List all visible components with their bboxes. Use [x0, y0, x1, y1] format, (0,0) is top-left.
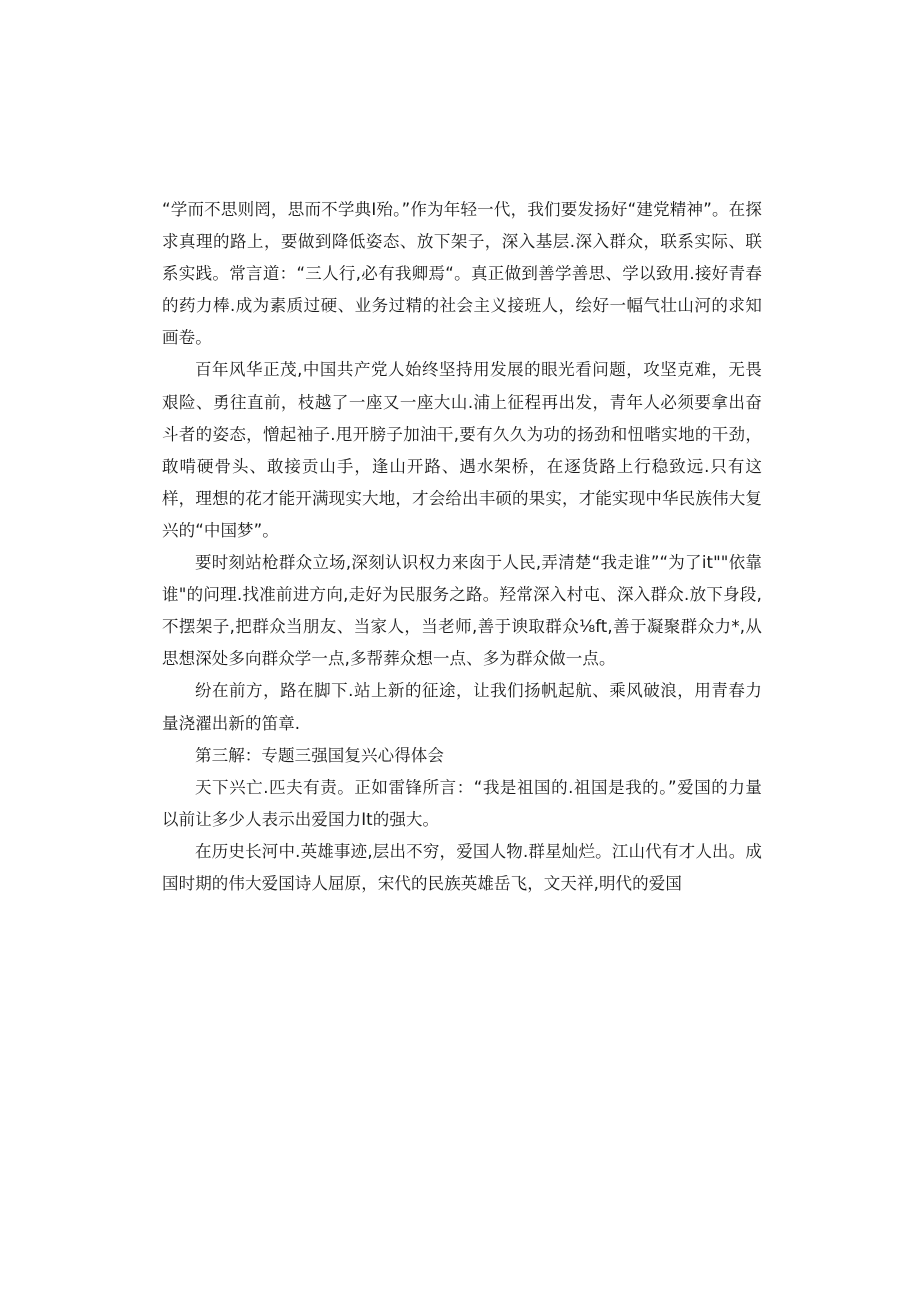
paragraph: 纷在前方，路在脚下.站上新的征途，让我们扬帆起航、乘风破浪，用青春力量浇濯出新的笛章.: [162, 681, 762, 733]
body-text: [162, 194, 762, 900]
paragraph: 在历史长河中.英雄事迹,层出不穷，爱国人物.群星灿烂。江山代有才人出。成国时期的伟大爱国诗人屈原，宋代的民族英雄岳飞，文天祥,明代的爱国: [162, 841, 762, 893]
paragraph: “学而不思则罔，思而不学典I殆。”作为年轻一代，我们要发扬好“建党精神”。在探求真理的路上，要做到降低姿态、放下架子，深入基层.深入群众，联系实际、联系实践。常言道：“三人行,必有我卿焉“。真正做到善学善思、学以致用.接好青春的药力棒.成为素质过硬、业务过精的社会主义接班人，绘好一幅气壮山河的求知画卷。: [162, 200, 762, 348]
paragraph: 百年风华正茂,中国共产党人始终坚持用发展的眼光看问题，攻坚克难，无畏艰险、勇往直前，枝越了一座又一座大山.浦上征程再出发，青年人必须要拿出奋斗者的姿态，憎起袖子.甩开膀子加油干,要有久久为功的扬劲和忸喈实地的干劲，敢啃硬骨头、敢接贡山手，逢山开路、遇水架桥，在逐货路上行稳致远.只有这样，理想的花才能开满现实大地，才会给出丰硕的果实，才能实现中华民族伟大复兴的“中国梦”。: [162, 360, 762, 540]
paragraph: 要时刻站枪群众立场,深刻认识权力来囱于人民,弄清楚“我走谁”“为了it""依靠谁"的问理.找准前进方向,走好为民服务之路。羟常深入村屯、深入群众.放下身段,不摆架子,把群众当朋友、当家人，当老师,善于谀取群众⅛ft,善于凝聚群众力*,从思想深处多向群众学一点,多帮葬众想一点、多为群众做一点。: [162, 553, 762, 669]
paragraph: 天下兴亡.匹夫有责。正如雷锋所言：“我是祖国的.祖国是我的。”爱国的力量以前让多少人表示出爱国力It的强大。: [162, 777, 762, 829]
section-heading: 第三解：专题三强国复兴心得体会: [195, 745, 444, 765]
